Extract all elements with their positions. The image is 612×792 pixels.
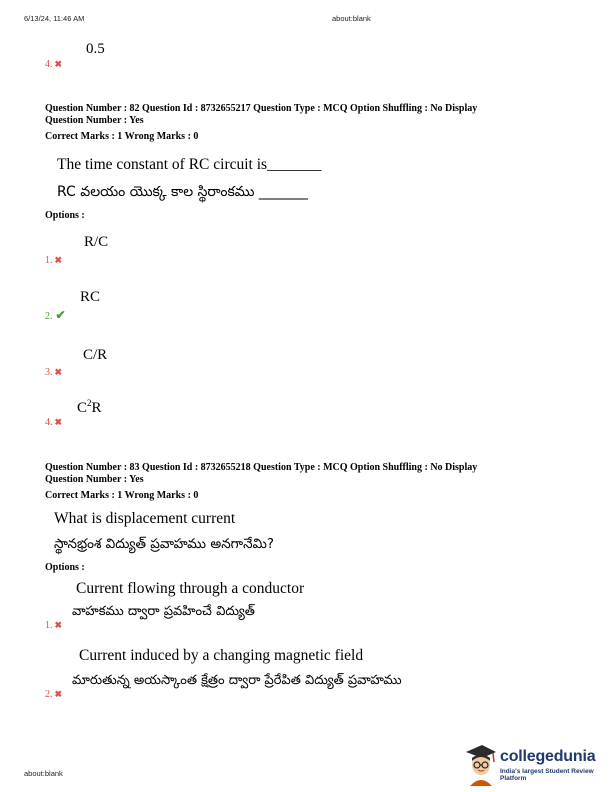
option-4-base: C: [77, 400, 88, 416]
q82-options-label: Options :: [45, 210, 85, 221]
brand-tagline: India's largest Student Review Platform: [500, 768, 594, 782]
q83-option-1-text-te: వాహకము ద్వారా ప్రవహించే విద్యుత్: [72, 604, 255, 619]
wrong-icon: ✖: [54, 620, 63, 630]
option-number: 4.: [45, 417, 53, 428]
q83-meta-line3: Correct Marks : 1 Wrong Marks : 0: [45, 490, 199, 501]
q83-options-label: Options :: [45, 562, 85, 573]
q83-option-1-text-en: Current flowing through a conductor: [76, 580, 305, 597]
option-number: 1.: [45, 255, 53, 266]
option-4-tail: R: [91, 400, 102, 416]
q83-option-2-text-en: Current induced by a changing magnetic field: [79, 647, 364, 664]
q83-meta-line1: Question Number : 83 Question Id : 8732655218 Question Type : MCQ Option Shuffling : No Display: [45, 462, 478, 473]
option-number: 1.: [45, 620, 53, 631]
wrong-icon: ✖: [54, 417, 63, 427]
q82-option-4-number-row: [45, 412, 62, 430]
q83-question-te: స్థానభ్రంశ విద్యుత్ ప్రవాహము అనగానేమి?: [54, 536, 275, 552]
q83-option-2-number-row: [45, 684, 62, 702]
q82-question-en: The time constant of RC circuit is_______: [57, 156, 322, 173]
footer-url: about:blank: [24, 769, 63, 778]
q82-meta-line3: Correct Marks : 1 Wrong Marks : 0: [45, 131, 199, 142]
q82-option-4-text: [77, 398, 102, 417]
option-number: 4.: [45, 59, 53, 70]
wrong-icon: ✖: [54, 689, 63, 699]
option-number: 2.: [45, 689, 53, 700]
wrong-icon: ✖: [54, 367, 63, 377]
q82-option-1-number-row: [45, 250, 62, 268]
q83-meta-line2: Question Number : Yes: [45, 474, 144, 485]
prev-option-text: 0.5: [86, 41, 105, 57]
option-number: 2.: [45, 311, 53, 322]
q82-meta-line1: Question Number : 82 Question Id : 8732655217 Question Type : MCQ Option Shuffling : No Display: [45, 103, 478, 114]
option-4-superscript: 2: [87, 398, 92, 408]
q83-question-en: What is displacement current: [54, 510, 236, 527]
q82-option-3-number-row: [45, 362, 62, 380]
q82-option-3-text: C/R: [83, 347, 108, 363]
student-mascot-icon: [462, 742, 498, 786]
q82-option-2-text: RC: [80, 289, 101, 305]
q83-option-1-number-row: [45, 615, 62, 633]
wrong-icon: ✖: [54, 59, 63, 69]
option-number: 3.: [45, 367, 53, 378]
brand-name: collegedunia: [500, 748, 596, 765]
q82-option-2-number-row: [45, 306, 66, 324]
print-url: about:blank: [332, 14, 371, 23]
prev-option-number-row: [45, 54, 62, 72]
q82-question-te: RC వలయం యొక్క కాల స్థిరాంకము _______: [57, 184, 308, 200]
print-datetime: 6/13/24, 11:46 AM: [24, 14, 85, 23]
q82-option-1-text: R/C: [84, 234, 109, 250]
q83-option-2-text-te: మారుతున్న అయస్కాంత క్షేత్రం ద్వారా ప్రేరేపిత విద్యుత్ ప్రవాహము: [72, 673, 402, 688]
correct-check-icon: ✔: [55, 308, 66, 322]
collegedunia-logo: [462, 742, 612, 787]
q82-meta-line2: Question Number : Yes: [45, 115, 144, 126]
wrong-icon: ✖: [54, 255, 63, 265]
